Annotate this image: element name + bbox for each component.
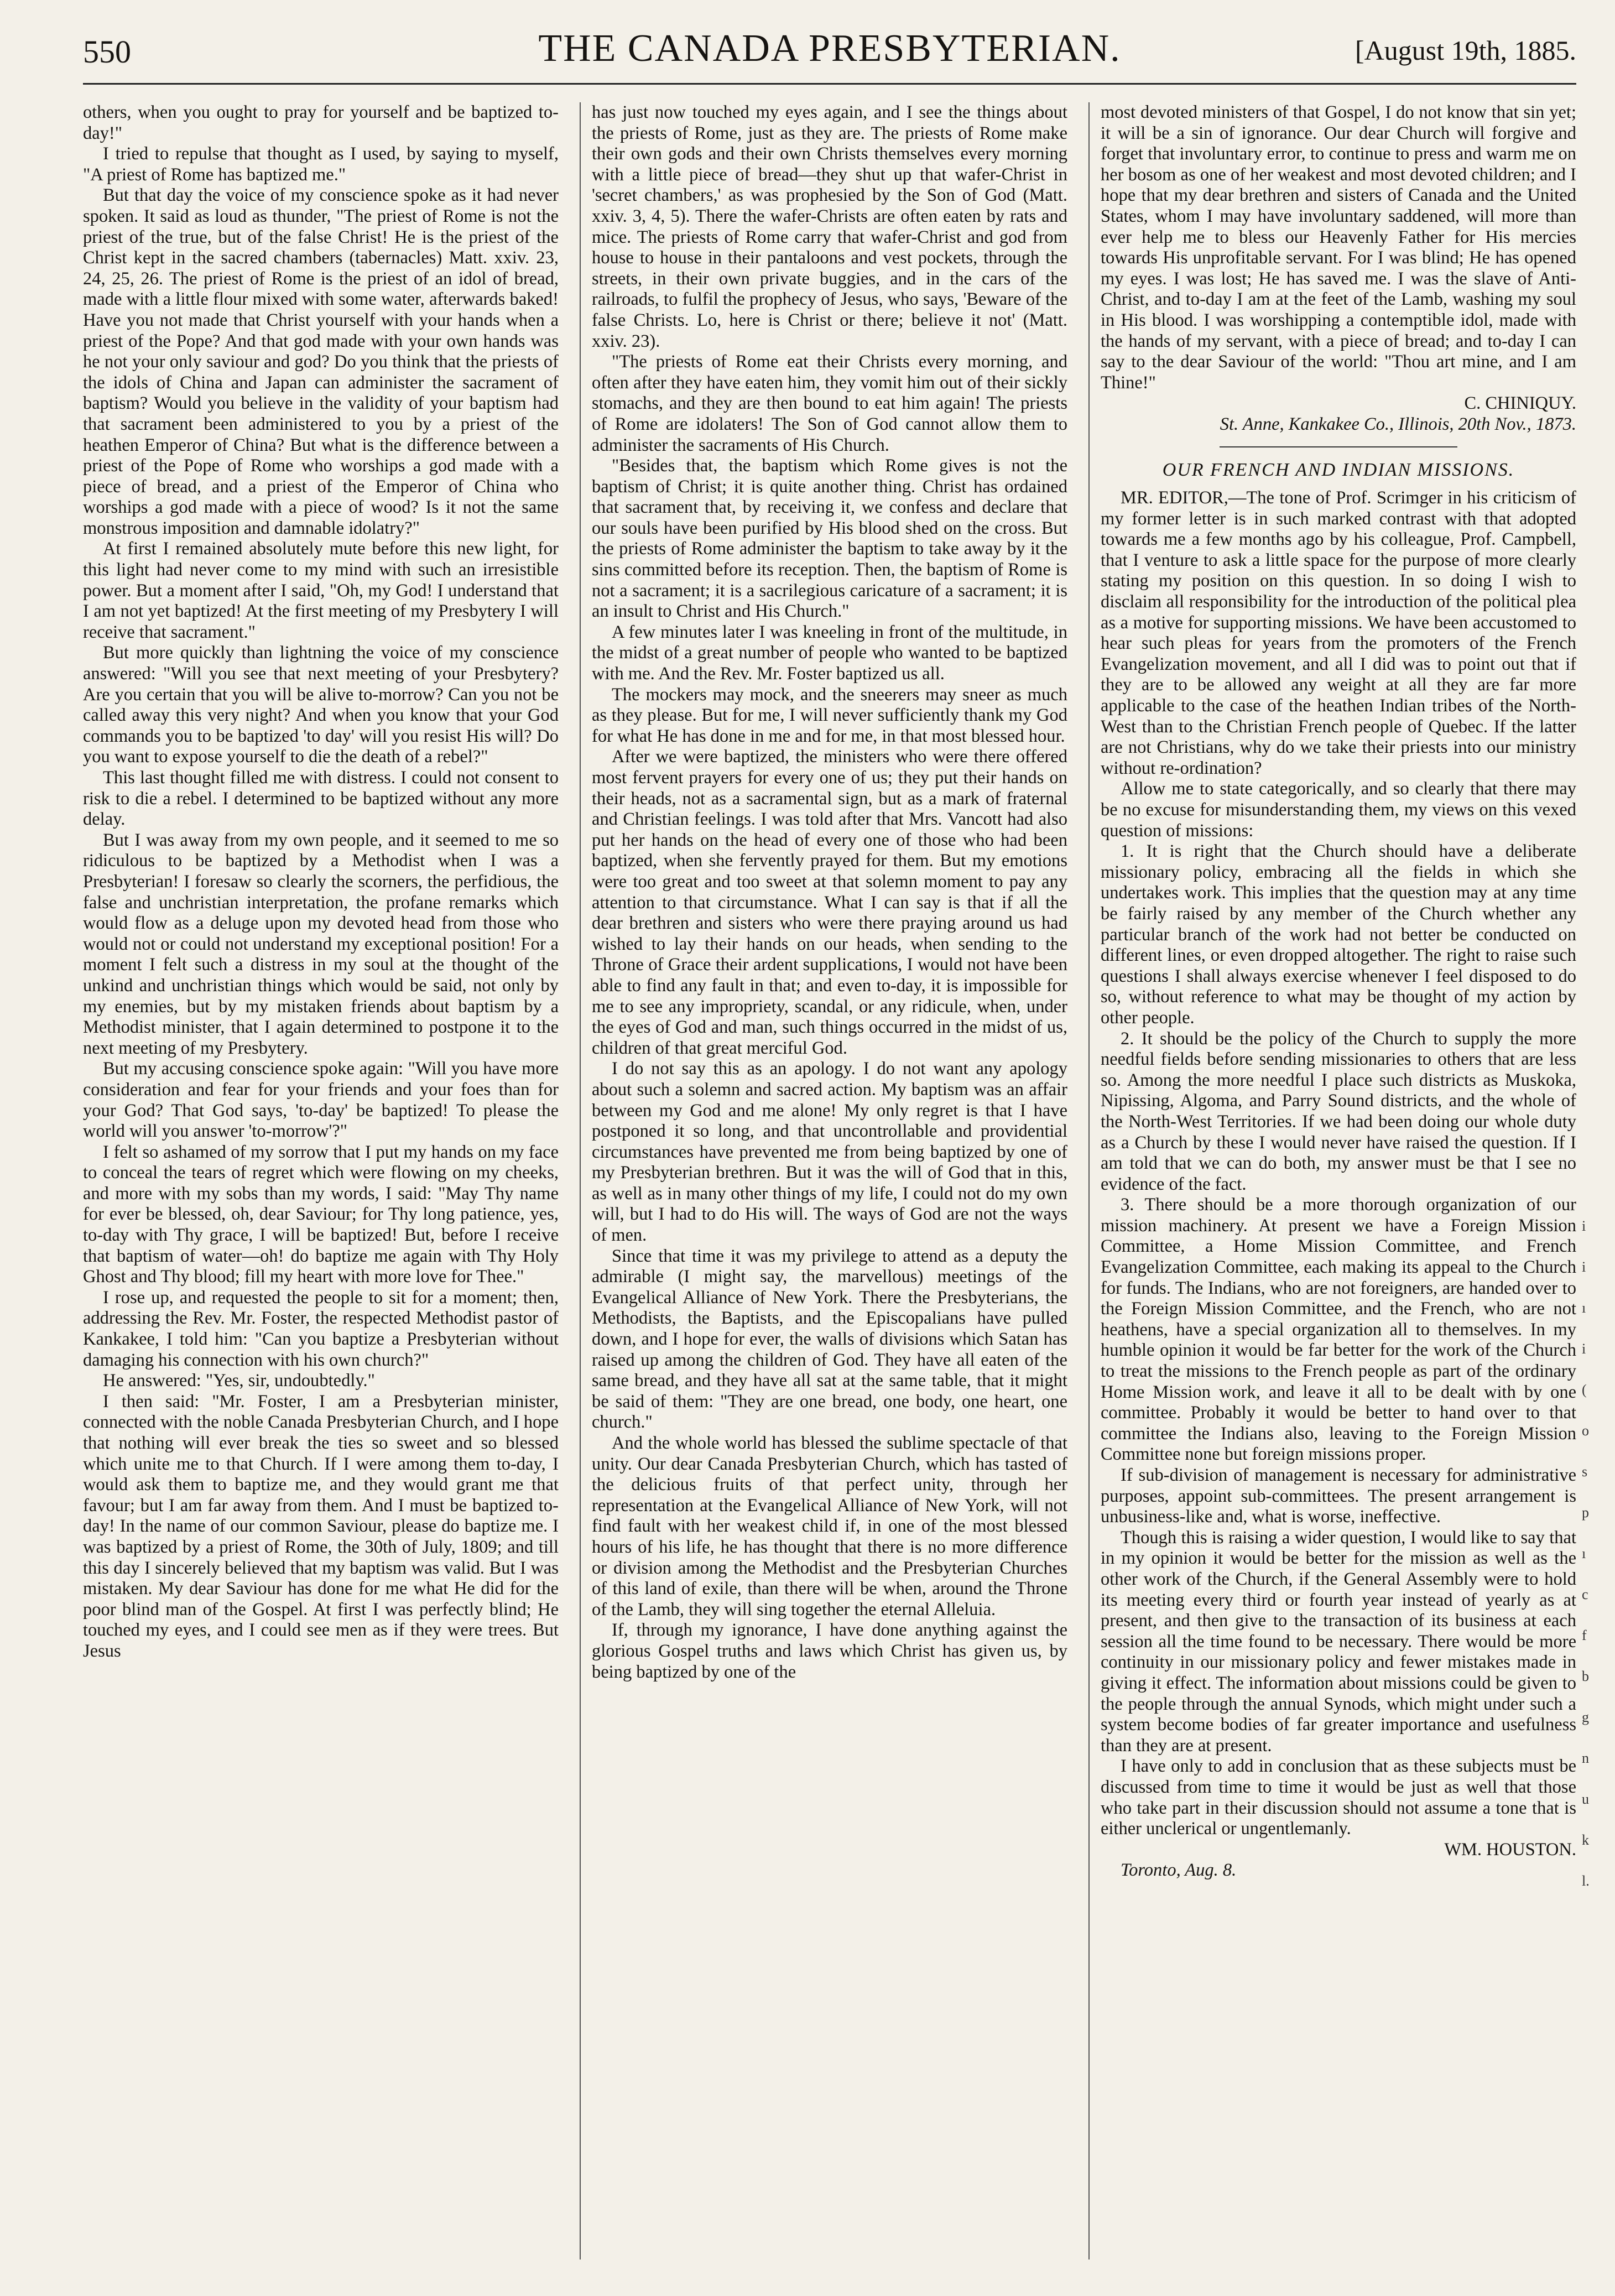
paragraph: 1. It is right that the Church should have a deliberate missionary policy, embracing all the fields in which she undertakes work. This implies that the question may at any time be fairly raised by any member of the Church whether any particular branch of the work had not better be conducted on different lines, or even dropped altogether. The right to raise such questions I shall always exercise whenever I feel disposed to do so, without reference to what may be thought of my action by other people. xyxy=(1101,841,1576,1028)
paragraph: If, through my ignorance, I have done anything against the glorious Gospel truths and laws which Christ has given us, by being baptized by one of the xyxy=(592,1620,1067,1682)
section-rule xyxy=(1220,446,1457,447)
dateline: Toronto, Aug. 8. xyxy=(1121,1860,1237,1881)
paragraph: others, when you ought to pray for yourself and be baptized to-day!" xyxy=(83,102,559,143)
margin-fragment: i xyxy=(1582,1218,1586,1234)
margin-fragment: ı xyxy=(1582,1300,1586,1316)
margin-fragment: p xyxy=(1582,1504,1589,1521)
article-title: OUR FRENCH AND INDIAN MISSIONS. xyxy=(1162,459,1515,480)
paragraph: But I was away from my own people, and it seemed to me so ridiculous to be baptized by a Methodist when I was a Presbyterian! I foresaw so clearly the scorners, the perfidious, the false and unchristian interpretation, the profane remarks which would flow as a deluge upon my devoted head from those who would not or could not understand my exceptional position! For a moment I felt such a distress in my soul at the thought of the unkind and unchristian things which would be said, not only by my enemies, but by my mistaken friends about baptism by a Methodist minister, that I again determined to postpone it to the next meeting of my Presbytery. xyxy=(83,830,559,1058)
margin-fragment: ı xyxy=(1582,1545,1586,1561)
paragraph: I tried to repulse that thought as I used, by saying to myself, "A priest of Rome has baptized me." xyxy=(83,144,559,185)
paragraph: I then said: "Mr. Foster, I am a Presbyterian minister, connected with the noble Canada Presbyterian Church, and I hope that nothing will ever break the ties so sweet and so blessed which unite me to that Church. If I were among them to-day, I would ask them to baptize me, and they would grant me that favour; but I am far away from them. And I must be baptized to-day! In the name of our common Saviour, please do baptize me. I was baptized by a priest of Rome, the 30th of July, 1809; and till this day I sincerely believed that my baptism was valid. But I was mistaken. My dear Saviour has done for me what He did for the poor blind man of the Gospel. At first I was perfectly blind; He touched my eyes, and I could see men as if they were trees. But Jesus xyxy=(83,1391,559,1661)
paragraph: I rose up, and requested the people to sit for a moment; then, addressing the Rev. Mr. Foster, the respected Methodist pastor of Kankakee, I told him: "Can you baptize a Presbyterian without damaging his connection with his own church?" xyxy=(83,1287,559,1370)
signature: WM. HOUSTON. xyxy=(1444,1839,1576,1860)
paragraph: MR. EDITOR,—The tone of Prof. Scrimger in his criticism of my former letter is in such marked contrast with that adopted towards me a few months ago by his colleague, Prof. Campbell, that I venture to ask a little space for the purpose of more clearly stating my position on this question. In so doing I wish to disclaim all responsibility for the introduction of the political plea as a motive for supporting missions. We have been accustomed to hear such pleas for years from the promoters of the French Evangelization movement, and all I did was to point out that if they are to be allowed any weight at all they are far more applicable to the case of the heathen Indian tribes of the North-West than to the Christian French people of Quebec. If the latter are not Christians, why do we take their priests into our ministry without re-ordination? xyxy=(1101,488,1576,778)
paragraph: But that day the voice of my conscience spoke as it had never spoken. It said as loud as thunder, "The priest of Rome is not the priest of the true, but of the false Christ! He is the priest of the Christ kept in the sacred chambers (tabernacles) Matt. xxiv. 23, 24, 25, 26. The priest of Rome is the priest of an idol of bread, made with a little flour mixed with some water, afterwards baked! Have you not made that Christ yourself with your hands when a priest of the Pope? And that god made with your own hands was he not your only saviour and god? Do you think that the priests of the idols of China and Japan can administer the sacrament of baptism? Would you believe in the validity of your baptism had that sacrament been administered to you by a priest of the heathen Emperor of China? But what is the difference between a priest of the Pope of Rome who worships a god made with a piece of bread, and a priest of the Emperor of China who worships a god made with a piece of wood? Is it not the same monstrous imposition and damnable idolatry?" xyxy=(83,185,559,538)
masthead: THE CANADA PRESBYTERIAN. xyxy=(538,27,1121,70)
paragraph: has just now touched my eyes again, and I see the things about the priests of Rome, just as they are. The priests of Rome make their own gods and their own Christs themselves every morning with a little piece of bread—they shut up that wafer-Christ in 'secret chambers,' as was prophesied by the Son of God (Matt. xxiv. 3, 4, 5). There the wafer-Christs are often eaten by rats and mice. The priests of Rome carry that wafer-Christ and god from house to house in their pantaloons and vest pockets, through the streets, in their own private buggies, and in the cars of the railroads, to fulfil the prophecy of Jesus, who says, 'Beware of the false Christs. Lo, here is Christ or there; believe it not' (Matt. xxiv. 23). xyxy=(592,102,1067,351)
paragraph: Since that time it was my privilege to attend as a deputy the admirable (I might say, the marvellous) meetings of the Evangelical Alliance of New York. There the Presbyterians, the Methodists, the Baptists, and the Episcopalians have pulled down, and I hope for ever, the walls of divisions which Satan has raised up among the children of God. They have all eaten of the same bread, and they have all sat at the same table, that it might be said of them: "They are one bread, one body, one heart, one church." xyxy=(592,1246,1067,1433)
paragraph: I have only to add in conclusion that as these subjects must be discussed from time to time it would be just as well that those who take part in their discussion should not assume a tone that is either unclerical or ungentlemanly. xyxy=(1101,1756,1576,1839)
margin-fragment: f xyxy=(1582,1627,1587,1643)
paragraph: Allow me to state categorically, and so clearly that there may be no excuse for misunderstanding them, my views on this vexed question of missions: xyxy=(1101,779,1576,841)
paragraph: "The priests of Rome eat their Christs every morning, and often after they have eaten him, they vomit him out of their sickly stomachs, and they are then bound to eat him again! The priests of Rome are idolaters! The Son of God cannot allow them to administer the sacraments of His Church. xyxy=(592,352,1067,455)
margin-fragment: u xyxy=(1582,1791,1589,1807)
paragraph: The mockers may mock, and the sneerers may sneer as much as they please. But for me, I will never sufficiently thank my God for what He has done in me and for me, in that most blessed hour. xyxy=(592,684,1067,746)
column-divider xyxy=(1088,102,1090,2259)
signature: C. CHINIQUY. xyxy=(1464,393,1576,414)
paragraph: He answered: "Yes, sir, undoubtedly." xyxy=(103,1371,375,1391)
paragraph: And the whole world has blessed the sublime spectacle of that unity. Our dear Canada Presbyterian Church, which has tasted of the delicious fruits of that perfect unity, through her representation at the Evangelical Alliance of New York, will not find fault with her weakest child if, in one of the most blessed hours of his life, he has thought that there is no more difference or division among the Methodist and the Presbyterian Churches of this land of exile, than there will be when, around the Throne of the Lamb, they will sing together the eternal Alleluia. xyxy=(592,1433,1067,1620)
margin-fragment: i xyxy=(1582,1259,1586,1275)
paragraph: But my accusing conscience spoke again: "Will you have more consideration and fear for your friends and your foes than for your God? That God says, 'to-day' be baptized! To please the world will you answer 'to-morrow'?" xyxy=(83,1059,559,1142)
margin-fragment: b xyxy=(1582,1668,1589,1684)
margin-fragment: l. xyxy=(1582,1873,1590,1889)
margin-fragment: i xyxy=(1582,1341,1586,1357)
paragraph: Though this is raising a wider question, I would like to say that in my opinion it would be better for the mission as well as the other work of the Church, if the General Assembly were to hold its meeting every third or fourth year instead of yearly as at present, and then give to the transaction of its business at each session all the time found to be necessary. There would be more continuity in our missionary policy and fewer mistakes made in giving it effect. The information about missions could be given to the people through the annual Synods, which might under such a system become bodies of far greater importance and usefulness than they are at present. xyxy=(1101,1527,1576,1756)
paragraph: A few minutes later I was kneeling in front of the multitude, in the midst of a great number of people who wanted to be baptized with me. And the Rev. Mr. Foster baptized us all. xyxy=(592,622,1067,684)
margin-fragments xyxy=(1582,1206,1609,1902)
column-divider xyxy=(580,102,581,2259)
paragraph: After we were baptized, the ministers who were there offered most fervent prayers for every one of us; they put their hands on their heads, not as a sacramental sign, but as a mark of fraternal and Christian feelings. I was told after that Mrs. Vancott had also put her hands on the head of every one of those who had been baptized, when she fervently prayed for them. But my emotions were too great and too sweet at that solemn moment to pay any attention to that circumstance. What I can say is that if all the dear brethren and sisters who were there praying around us had wished to lay their hands on our heads, when sending to the Throne of Grace their ardent supplications, I would not have been able to find any fault in that; and even to-day, it is impossible for me to see any impropriety, scandal, or any ridicule, when, under the eyes of God and man, such things occurred in the midst of us, children of that great merciful God. xyxy=(592,747,1067,1058)
paragraph: If sub-division of management is necessary for administrative purposes, appoint sub-committees. The present arrangement is unbusiness-like and, what is worse, ineffective. xyxy=(1101,1465,1576,1527)
dateline: St. Anne, Kankakee Co., Illinois, 20th Nov., 1873. xyxy=(1220,414,1576,434)
paragraph: 3. There should be a more thorough organization of our mission machinery. At present we have a Foreign Mission Committee, a Home Mission Committee, and French Evangelization Committee, each making its appeal to the Church for funds. The Indians, who are not foreigners, are handed over to the Foreign Mission Committee, and the French, who are not heathens, have a special organization all to themselves. In my humble opinion it would be far better for the work of the Church to treat the missions to the French people as part of the ordinary Home Mission work, and leave it all to be dealt with by one committee. Probably it would be better to hand over to that committee the Indians also, leaving to the Foreign Mission Committee none but foreign missions proper. xyxy=(1101,1195,1576,1465)
column-2 xyxy=(592,102,1067,2259)
paragraph: This last thought filled me with distress. I could not consent to risk to die a rebel. I determined to be baptized without any more delay. xyxy=(83,768,559,830)
column-3 xyxy=(1101,102,1576,2259)
margin-fragment: k xyxy=(1582,1832,1589,1848)
issue-date: [August 19th, 1885. xyxy=(1355,35,1576,66)
paragraph: I do not say this as an apology. I do not want any apology about such a solemn and sacred action. My baptism was an affair between my God and me alone! My only regret is that I have postponed it so long, and that uncontrollable and providential circumstances have prevented me from being baptized by one of my Presbyterian brethren. But it was the will of God that in this, as well as in many other things of my life, I could not do my own will, but I had to do His will. The ways of God are not the ways of men. xyxy=(592,1059,1067,1246)
paragraph: 2. It should be the policy of the Church to supply the more needful fields before sending missionaries to others that are less so. Among the more needful I place such districts as Muskoka, Nipissing, Algoma, and Parry Sound districts, and the whole of the North-West Territories. If we had been doing our whole duty as a Church by these I would never have raised the question. If I am told that we can do both, my answer must be that I see no evidence of the fact. xyxy=(1101,1028,1576,1194)
paragraph: But more quickly than lightning the voice of my conscience answered: "Will you see that next meeting of your Presbytery? Are you certain that you will be alive to-morrow? Can you not be called away this very night? And when you know that your God commands you to be baptized 'to day' will you resist His will? Do you want to expose yourself to die the death of a rebel?" xyxy=(83,643,559,767)
paragraph: At first I remained absolutely mute before this new light, for this light had never come to my mind with such an irresistible power. But a moment after I said, "Oh, my God! I understand that I am not yet baptized! At the first meeting of my Presbytery I will receive that sacrament." xyxy=(83,539,559,642)
letter-continuation: most devoted ministers of that Gospel, I do not know that sin yet; it will be a sin of ignorance. Our dear Church will forgive and forget that involuntary error, to continue to press and warm me on her bosom as one of her weakest and most devoted children; and I hope that my dear brethren and sisters of Canada and the United States, whom I may have involuntary saddened, will more than ever help me to bless our Heavenly Father for His mercies towards His unprofitable servant. For I was blind; He has opened my eyes. I was lost; He has saved me. I was the slave of Anti-Christ, and to-day I am at the feet of the Lamb, washing my soul in His blood. I was worshipping a contemptible idol, made with the hands of my servant, with a piece of bread; and to-day I can say to the dear Saviour of the world: "Thou art mine, and I am Thine!" xyxy=(1101,102,1576,393)
margin-fragment: o xyxy=(1582,1423,1589,1439)
margin-fragment: ( xyxy=(1582,1382,1587,1398)
margin-fragment: c xyxy=(1582,1586,1588,1602)
paragraph: "Besides that, the baptism which Rome gives is not the baptism of Christ; it is quite another thing. Christ has ordained that sacrament that, by receiving it, we confess and declare that our souls have been purified by His blood shed on the cross. But the priests of Rome administer the baptism to take away by it the sins committed before its reception. Then, the baptism of Rome is not a sacrament; it is a sacrilegious caricature of a sacrament; it is an insult to Christ and His Church." xyxy=(592,456,1067,622)
margin-fragment: g xyxy=(1582,1709,1589,1725)
margin-fragment: n xyxy=(1582,1750,1589,1766)
page-header xyxy=(83,22,1576,83)
page-number: 550 xyxy=(83,34,131,70)
margin-fragment: s xyxy=(1582,1464,1588,1480)
header-rule xyxy=(83,83,1576,85)
column-1 xyxy=(83,102,559,2259)
paragraph: I felt so ashamed of my sorrow that I put my hands on my face to conceal the tears of regret which were flowing on my cheeks, and more with my sobs than my words, I said: "May Thy name for ever be blessed, oh, dear Saviour; for Thy long patience, yes, to-day with Thy grace, I will be baptized! But, before I receive that baptism of water—oh! do baptize me again with Thy Holy Ghost and Thy blood; fill my heart with more love for Thee." xyxy=(83,1142,559,1287)
